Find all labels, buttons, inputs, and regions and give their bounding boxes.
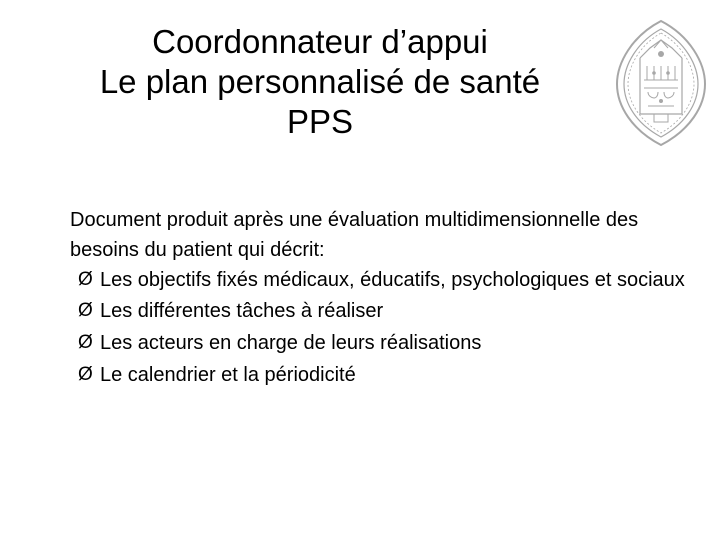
bullet-text: Les acteurs en charge de leurs réalisations bbox=[100, 332, 482, 354]
university-seal-icon bbox=[614, 18, 708, 148]
bullet-list bbox=[70, 265, 700, 391]
list-item bbox=[78, 265, 700, 295]
arrow-bullet-icon: Ø bbox=[78, 300, 93, 321]
title-line-3: PPS bbox=[286, 103, 354, 140]
arrow-bullet-icon: Ø bbox=[78, 364, 93, 385]
bullet-text: Les différentes tâches à réaliser bbox=[100, 300, 384, 322]
slide-body bbox=[70, 205, 700, 391]
list-item bbox=[78, 295, 700, 327]
bullet-text: Le calendrier et la périodicité bbox=[100, 364, 356, 386]
title-line-2: Le plan personnalisé de santé bbox=[99, 63, 541, 100]
arrow-bullet-icon: Ø bbox=[78, 269, 93, 290]
list-item bbox=[78, 359, 700, 391]
title-line-1: Coordonnateur d’appui bbox=[152, 23, 488, 60]
slide-title bbox=[40, 22, 600, 142]
list-item bbox=[78, 327, 700, 359]
bullet-text: Les objectifs fixés médicaux, éducatifs, psychologiques et sociaux bbox=[100, 269, 685, 291]
intro-paragraph: Document produit après une évaluation multidimensionnelle des besoins du patient qui décrit: bbox=[70, 209, 639, 261]
arrow-bullet-icon: Ø bbox=[78, 332, 93, 353]
